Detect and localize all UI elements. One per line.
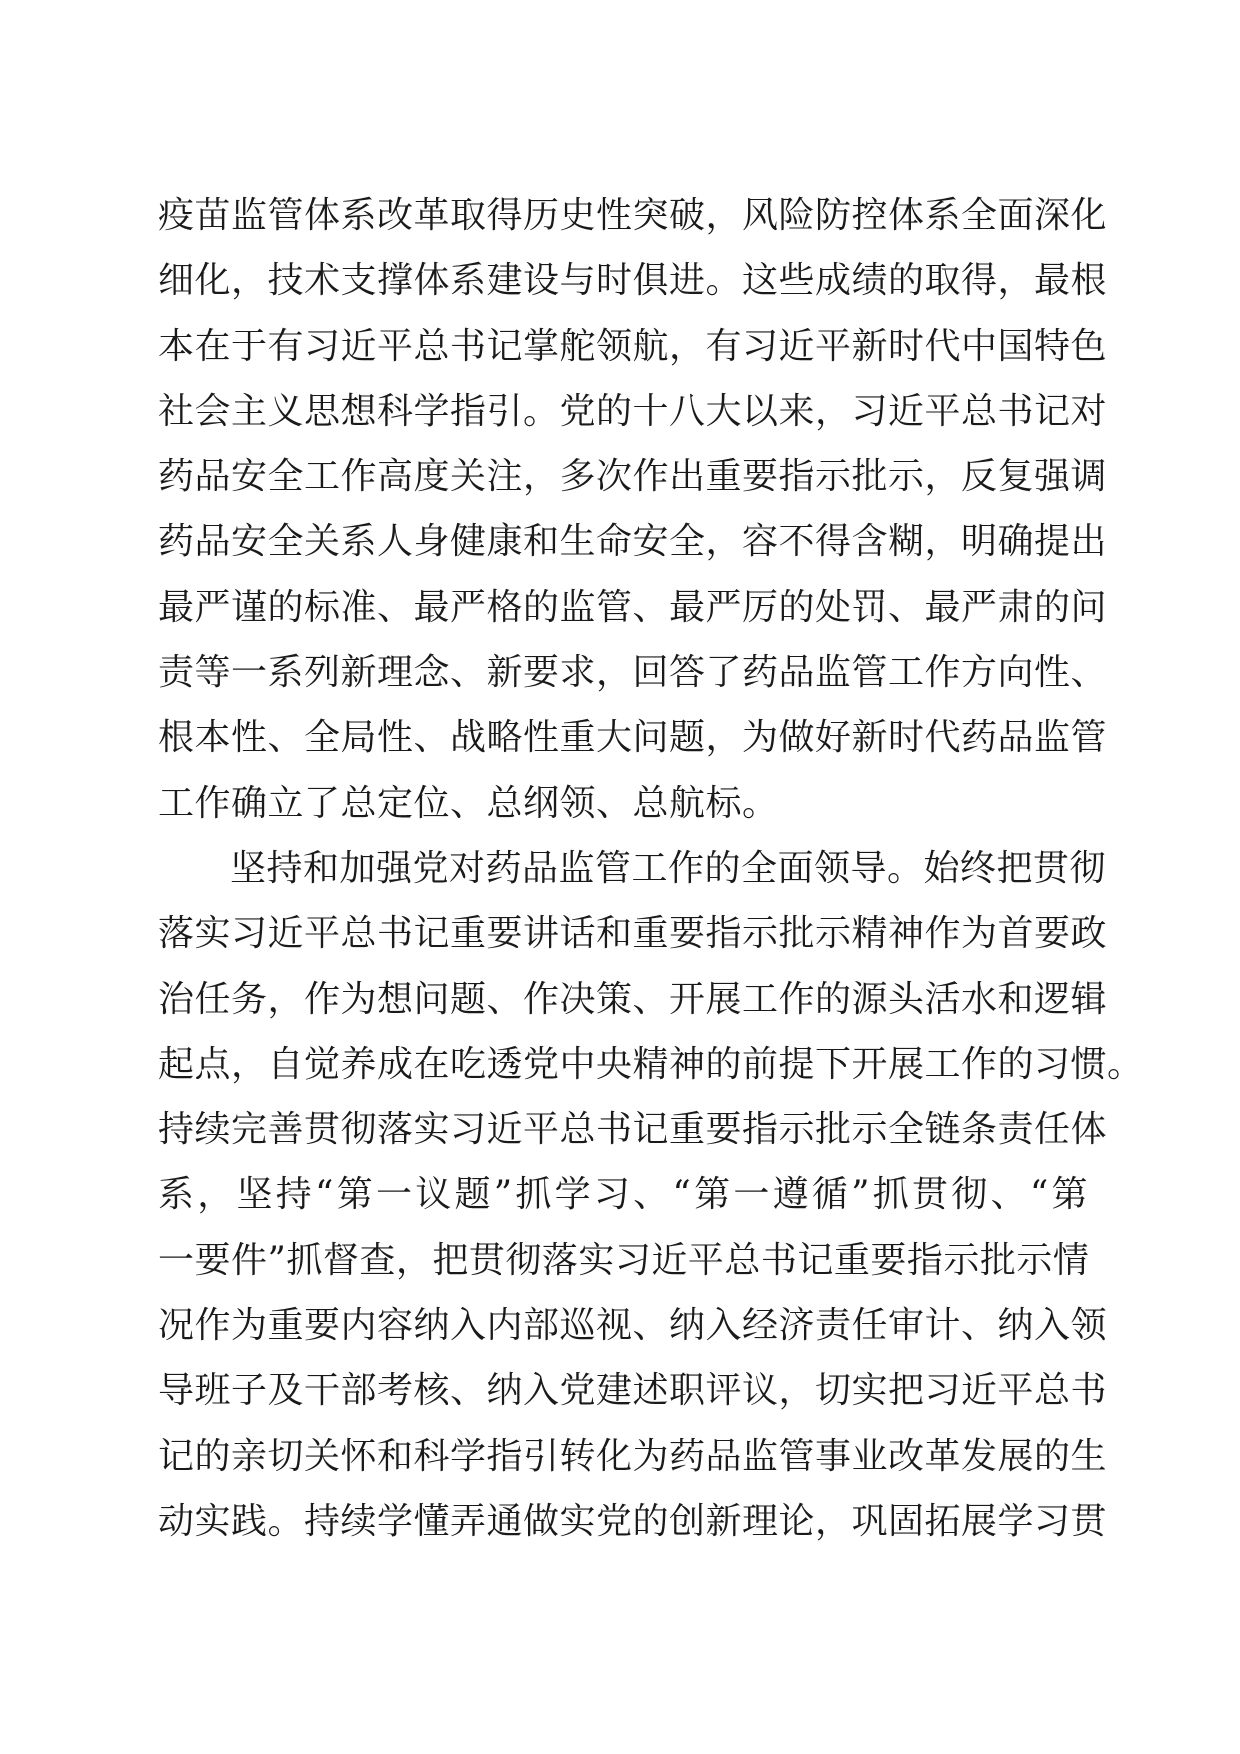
text-line: 工作确立了总定位、总纲领、总航标。 [158,782,779,824]
text-line: 根本性、全局性、战略性重大问题，为做好新时代药品监管 [158,717,1108,759]
paragraph [158,183,1108,836]
text-line: 疫苗监管体系改革取得历史性突破，风险防控体系全面深化 [158,195,1108,236]
text-line: 社会主义思想科学指引。党的十八大以来，习近平总书记对 [158,390,1108,432]
text-line: 持续完善贯彻落实习近平总书记重要指示批示全链条责任体 [158,1109,1108,1151]
text-line: 记的亲切关怀和科学指引转化为药品监管事业改革发展的生 [158,1435,1108,1477]
text-line: 导班子及干部考核、纳入党建述职评议，切实把习近平总书 [158,1370,1108,1412]
text-line: 药品安全关系人身健康和生命安全，容不得含糊，明确提出 [158,521,1108,563]
text-line: 落实习近平总书记重要讲话和重要指示批示精神作为首要政 [158,913,1108,955]
text-line: 起点，自觉养成在吃透党中央精神的前提下开展工作的习惯。 [158,1043,1144,1085]
text-line: 动实践。持续学懂弄通做实党的创新理论，巩固拓展学习贯 [158,1500,1108,1542]
text-line: 治任务，作为想问题、作决策、开展工作的源头活水和逻辑 [158,978,1108,1020]
text-line: 药品安全工作高度关注，多次作出重要指示批示，反复强调 [158,456,1108,498]
document-body [158,183,1144,1554]
text-line: 本在于有习近平总书记掌舵领航，有习近平新时代中国特色 [158,325,1108,367]
text-line: 细化，技术支撑体系建设与时俱进。这些成绩的取得，最根 [158,260,1108,302]
text-line: 坚持和加强党对药品监管工作的全面领导。始终把贯彻 [230,847,1107,889]
text-line: 最严谨的标准、最严格的监管、最严厉的处罚、最严肃的问 [158,586,1108,628]
text-line: 责等一系列新理念、新要求，回答了药品监管工作方向性、 [158,652,1108,694]
paragraph [158,836,1144,1554]
text-line: 系，坚持“第一议题”抓学习、“第一遵循”抓贯彻、“第 [158,1174,1088,1216]
text-line: 一要件”抓督查，把贯彻落实习近平总书记重要指示批示情 [158,1239,1090,1281]
text-line: 况作为重要内容纳入内部巡视、纳入经济责任审计、纳入领 [158,1305,1108,1347]
